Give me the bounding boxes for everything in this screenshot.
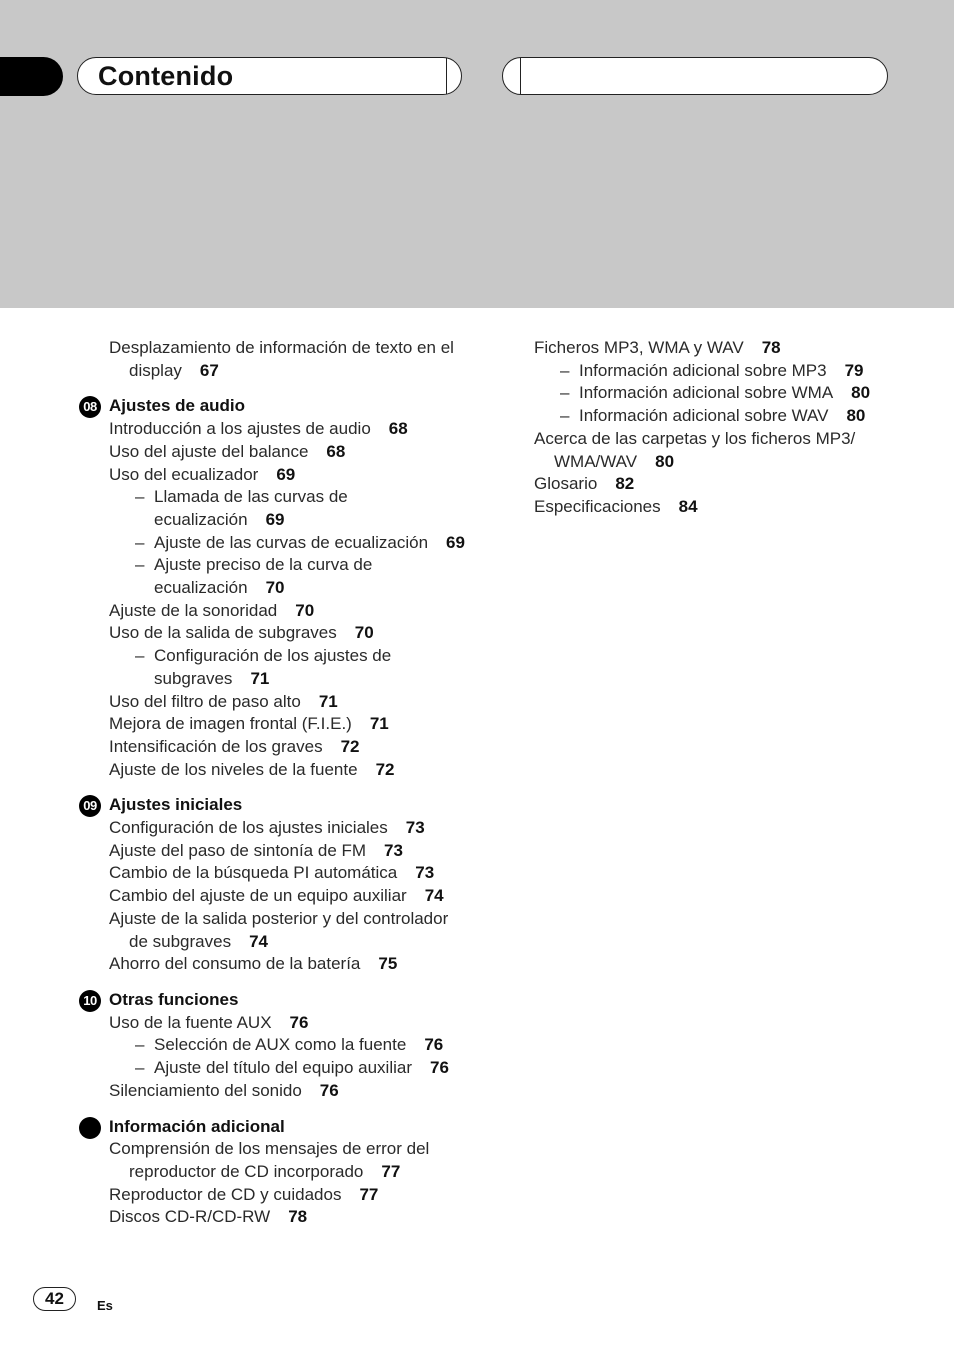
- section-title: Información adicional: [109, 1116, 285, 1136]
- toc-page-number: 71: [318, 691, 338, 711]
- toc-entry-text: Información adicional sobre WMA: [579, 383, 834, 403]
- toc-subentry[interactable]: [534, 382, 894, 405]
- dash-bullet: –: [560, 383, 570, 403]
- section-title: Ajustes iniciales: [109, 795, 243, 815]
- toc-subentry[interactable]: [109, 554, 469, 599]
- section-heading[interactable]: [83, 989, 469, 1012]
- toc-entry-text: Uso del filtro de paso alto: [109, 691, 301, 711]
- toc-entry[interactable]: [109, 862, 469, 885]
- toc-entry-text: Especificaciones: [534, 496, 661, 516]
- toc-entry-text: Uso del ajuste del balance: [109, 441, 309, 461]
- toc-entry-text: Llamada de las curvas de ecualización: [154, 487, 348, 529]
- toc-page-number: 70: [295, 600, 315, 620]
- section-heading[interactable]: [109, 1116, 469, 1139]
- toc-page-number: 80: [655, 451, 675, 471]
- toc-page-number: 69: [265, 509, 285, 529]
- toc-entry[interactable]: [109, 1206, 469, 1229]
- toc-entry-text: Ahorro del consumo de la batería: [109, 954, 361, 974]
- toc-entry-text: Configuración de los ajustes iniciales: [109, 818, 388, 838]
- toc-entry[interactable]: [109, 600, 469, 623]
- toc-entry[interactable]: [534, 428, 894, 473]
- toc-entry[interactable]: [109, 885, 469, 908]
- toc-entry[interactable]: [109, 464, 469, 487]
- toc-entry-text: Información adicional sobre WAV: [579, 406, 829, 426]
- toc-entry[interactable]: [109, 1080, 469, 1103]
- page-number: 42: [33, 1287, 76, 1311]
- title-box-divider: [446, 58, 447, 94]
- header-band: [0, 0, 954, 308]
- dash-bullet: –: [135, 1058, 145, 1078]
- toc-entry-text: Ajuste de la salida posterior y del controlador de subgraves: [109, 908, 449, 951]
- toc-left-column: [83, 337, 469, 1229]
- toc-entry[interactable]: [109, 1184, 469, 1207]
- toc-entry[interactable]: [109, 1138, 469, 1183]
- toc-page-number: 68: [388, 419, 408, 439]
- toc-subentry[interactable]: [109, 1057, 469, 1080]
- toc-page-number: 67: [199, 360, 219, 380]
- toc-entry[interactable]: [534, 337, 894, 360]
- toc-page-number: 70: [354, 623, 374, 643]
- toc-entry-text: Mejora de imagen frontal (F.I.E.): [109, 714, 352, 734]
- toc-entry-text: Acerca de las carpetas y los ficheros MP3/ WMA/WAV: [534, 428, 856, 471]
- toc-subentry[interactable]: [109, 1034, 469, 1057]
- dash-bullet: –: [135, 1035, 145, 1055]
- toc-page-number: 76: [430, 1058, 449, 1078]
- toc-entry[interactable]: [109, 337, 469, 382]
- toc-entry[interactable]: [109, 441, 469, 464]
- toc-page-number: 77: [359, 1184, 379, 1204]
- section-number-badge: 10: [79, 990, 101, 1012]
- toc-entry[interactable]: [534, 496, 894, 519]
- toc-page-number: 82: [615, 474, 635, 494]
- toc-entry-text: Discos CD-R/CD-RW: [109, 1207, 271, 1227]
- toc-entry-text: Configuración de los ajustes de subgraves: [154, 646, 392, 688]
- toc-entry[interactable]: [109, 691, 469, 714]
- toc-entry[interactable]: [109, 1012, 469, 1035]
- section-number-badge: 08: [79, 396, 101, 418]
- dash-bullet: –: [135, 555, 145, 575]
- toc-entry-text: Ajuste del título del equipo auxiliar: [154, 1058, 412, 1078]
- section-number-badge: 09: [79, 795, 101, 817]
- toc-entry-text: Desplazamiento de información de texto en el display: [109, 338, 454, 380]
- page-title: Contenido: [98, 61, 234, 91]
- toc-entry-text: Glosario: [534, 474, 598, 494]
- toc-page-number: 74: [249, 931, 268, 951]
- toc-entry[interactable]: [109, 953, 469, 976]
- toc-entry-text: Comprensión de los mensajes de error del reproductor de CD incorporado: [109, 1139, 430, 1181]
- toc-entry[interactable]: [109, 736, 469, 759]
- toc-entry[interactable]: [109, 840, 469, 863]
- section-heading[interactable]: [83, 794, 469, 817]
- toc-page-number: 70: [265, 578, 285, 598]
- empty-box-divider: [520, 58, 521, 94]
- toc-page-number: 73: [405, 818, 425, 838]
- toc-entry-text: Reproductor de CD y cuidados: [109, 1184, 342, 1204]
- toc-page-number: 79: [844, 360, 864, 380]
- section-heading[interactable]: [83, 395, 469, 418]
- section-title: Otras funciones: [109, 989, 239, 1009]
- toc-section: [83, 395, 469, 781]
- toc-entry-text: Uso del ecualizador: [109, 464, 259, 484]
- toc-entry-text: Ajuste preciso de la curva de ecualización: [154, 555, 373, 598]
- toc-subentry[interactable]: [534, 360, 894, 383]
- toc-page-number: 80: [851, 383, 871, 403]
- toc-page-number: 72: [340, 736, 360, 756]
- toc-page-number: 69: [446, 532, 465, 552]
- toc-page-number: 76: [289, 1012, 309, 1032]
- toc-entry[interactable]: [109, 817, 469, 840]
- toc-entry-text: Cambio del ajuste de un equipo auxiliar: [109, 886, 407, 906]
- toc-section: [83, 794, 469, 976]
- section-tab-marker: [0, 57, 63, 96]
- toc-entry-text: Ajuste de las curvas de ecualización: [154, 532, 429, 552]
- toc-entry-text: Cambio de la búsqueda PI automática: [109, 863, 398, 883]
- toc-entry-text: Ficheros MP3, WMA y WAV: [534, 338, 744, 357]
- toc-subentry[interactable]: [534, 405, 894, 428]
- toc-entry-text: Ajuste de los niveles de la fuente: [109, 759, 358, 779]
- toc-page-number: 80: [846, 406, 866, 426]
- toc-subentry[interactable]: [109, 486, 469, 531]
- toc-right-column: [534, 337, 894, 519]
- toc-page-number: 73: [415, 863, 435, 883]
- section-title: Ajustes de audio: [109, 396, 246, 416]
- toc-entry-text: Silenciamiento del sonido: [109, 1080, 302, 1100]
- toc-entry[interactable]: [109, 418, 469, 441]
- toc-entry-text: Uso de la fuente AUX: [109, 1012, 272, 1032]
- toc-page-number: 71: [250, 668, 270, 688]
- dash-bullet: –: [135, 646, 145, 666]
- toc-page-number: 75: [378, 954, 398, 974]
- toc-entry-text: Selección de AUX como la fuente: [154, 1035, 407, 1055]
- toc-page-number: 68: [326, 441, 346, 461]
- dash-bullet: –: [560, 360, 570, 380]
- language-code: Es: [97, 1298, 113, 1313]
- toc-entry[interactable]: [109, 908, 469, 953]
- toc-page-number: 73: [384, 840, 403, 860]
- toc-subentry[interactable]: [109, 645, 469, 690]
- toc-entry[interactable]: [109, 713, 469, 736]
- dash-bullet: –: [135, 487, 145, 507]
- section-number-badge: [79, 1117, 101, 1139]
- toc-entry-text: Ajuste de la sonoridad: [109, 600, 278, 620]
- toc-page-number: 76: [424, 1035, 444, 1055]
- toc-section: [109, 1116, 469, 1230]
- toc-entry[interactable]: [109, 759, 469, 782]
- toc-page-number: 78: [761, 338, 781, 357]
- toc-page-number: 72: [375, 759, 395, 779]
- toc-entry-text: Ajuste del paso de sintonía de FM: [109, 840, 367, 860]
- toc-section: [83, 989, 469, 1103]
- toc-page-number: 71: [369, 714, 389, 734]
- title-box: [77, 57, 462, 95]
- toc-entry-text: Uso de la salida de subgraves: [109, 623, 337, 643]
- toc-entry-text: Intensificación de los graves: [109, 736, 323, 756]
- dash-bullet: –: [560, 406, 570, 426]
- toc-page-number: 77: [381, 1161, 401, 1181]
- empty-header-box: [502, 57, 888, 95]
- toc-entry-text: Información adicional sobre MP3: [579, 360, 827, 380]
- toc-page-number: 84: [678, 496, 698, 516]
- toc-page-number: 69: [276, 464, 296, 484]
- dash-bullet: –: [135, 532, 145, 552]
- toc-page-number: 74: [424, 886, 444, 906]
- toc-page-number: 78: [288, 1207, 308, 1227]
- toc-page-number: 76: [319, 1080, 339, 1100]
- toc-entry[interactable]: [534, 473, 894, 496]
- toc-entry-text: Introducción a los ajustes de audio: [109, 419, 371, 439]
- toc-entry[interactable]: [109, 622, 469, 645]
- toc-subentry[interactable]: [109, 532, 469, 555]
